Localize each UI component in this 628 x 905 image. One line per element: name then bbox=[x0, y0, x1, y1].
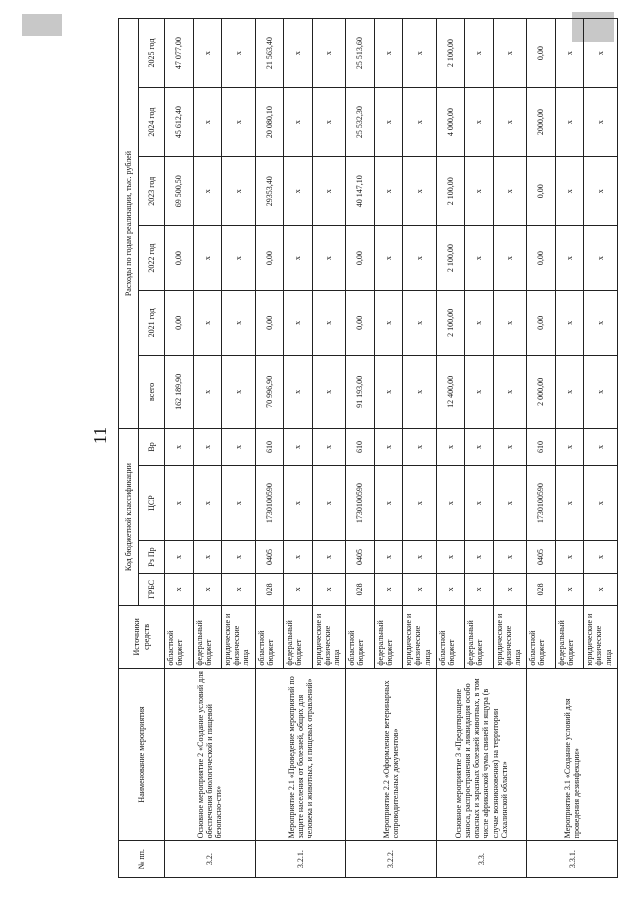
cell-2023: х bbox=[403, 157, 437, 226]
cell-csr: х bbox=[555, 465, 584, 541]
cell-rzpr: х bbox=[555, 541, 584, 573]
cell-rzpr: 0405 bbox=[255, 541, 284, 573]
table-row bbox=[436, 19, 465, 878]
cell-2022: х bbox=[312, 226, 346, 291]
cell-2024: х bbox=[284, 88, 313, 157]
cell-2025: 25 513,60 bbox=[346, 19, 375, 88]
cell-2024: 20 080,10 bbox=[255, 88, 284, 157]
cell-2023: х bbox=[374, 157, 403, 226]
cell-rzpr: х bbox=[465, 541, 494, 573]
cell-2022: х bbox=[555, 226, 584, 291]
header-rzpr: Рз Пр bbox=[139, 541, 165, 573]
cell-grbs: х bbox=[465, 573, 494, 605]
cell-2023: х bbox=[312, 157, 346, 226]
cell-rzpr: х bbox=[165, 541, 194, 573]
cell-2024: х bbox=[493, 88, 527, 157]
cell-2021: х bbox=[374, 291, 403, 356]
cell-2024: х bbox=[403, 88, 437, 157]
header-source: Источники средств bbox=[119, 606, 165, 669]
cell-rzpr: х bbox=[436, 541, 465, 573]
header-2022: 2022 год bbox=[139, 226, 165, 291]
table-row bbox=[527, 19, 556, 878]
cell-source: федеральный бюджет bbox=[284, 606, 313, 669]
cell-2025: х bbox=[555, 19, 584, 88]
cell-rzpr: х bbox=[493, 541, 527, 573]
cell-csr: х bbox=[403, 465, 437, 541]
cell-source: юридические и физические лица bbox=[493, 606, 527, 669]
cell-total: х bbox=[193, 355, 222, 428]
header-2024: 2024 год bbox=[139, 88, 165, 157]
cell-2021: 0,00 bbox=[165, 291, 194, 356]
cell-source: федеральный бюджет bbox=[555, 606, 584, 669]
header-code-group: Код бюджетной классификации bbox=[119, 429, 139, 606]
cell-2023: х bbox=[493, 157, 527, 226]
cell-2021: х bbox=[584, 291, 618, 356]
cell-2025: х bbox=[284, 19, 313, 88]
cell-2021: х bbox=[465, 291, 494, 356]
cell-grbs: 028 bbox=[255, 573, 284, 605]
cell-2021: х bbox=[555, 291, 584, 356]
cell-total: х bbox=[493, 355, 527, 428]
cell-grbs: х bbox=[436, 573, 465, 605]
cell-2023: 29353,40 bbox=[255, 157, 284, 226]
cell-2022: х bbox=[374, 226, 403, 291]
cell-2023: х bbox=[584, 157, 618, 226]
cell-source: федеральный бюджет bbox=[193, 606, 222, 669]
cell-total: 70 996,90 bbox=[255, 355, 284, 428]
cell-grbs: 028 bbox=[346, 573, 375, 605]
cell-total: х bbox=[284, 355, 313, 428]
cell-total: 12 400,00 bbox=[436, 355, 465, 428]
header-total: всего bbox=[139, 355, 165, 428]
cell-2024: 2000,00 bbox=[527, 88, 556, 157]
table-body bbox=[165, 19, 618, 878]
cell-grbs: х bbox=[284, 573, 313, 605]
cell-csr: х bbox=[493, 465, 527, 541]
cell-2024: х bbox=[584, 88, 618, 157]
row-num: 3.2.2. bbox=[346, 841, 437, 878]
header-grbs: ГРБС bbox=[139, 573, 165, 605]
row-num: 3.3. bbox=[436, 841, 527, 878]
cell-2021: х bbox=[403, 291, 437, 356]
cell-vr: 610 bbox=[255, 429, 284, 466]
cell-source: юридические и физические лица bbox=[403, 606, 437, 669]
cell-grbs: х bbox=[555, 573, 584, 605]
cell-2024: х bbox=[555, 88, 584, 157]
header-2023: 2023 год bbox=[139, 157, 165, 226]
cell-2021: 0,00 bbox=[527, 291, 556, 356]
cell-2025: х bbox=[374, 19, 403, 88]
cell-rzpr: х bbox=[403, 541, 437, 573]
cell-rzpr: х bbox=[312, 541, 346, 573]
cell-grbs: х bbox=[165, 573, 194, 605]
header-name: Наименование мероприятия bbox=[119, 668, 165, 841]
cell-rzpr: 0405 bbox=[527, 541, 556, 573]
cell-2022: х bbox=[493, 226, 527, 291]
cell-2021: 2 100,00 bbox=[436, 291, 465, 356]
cell-source: областной бюджет bbox=[165, 606, 194, 669]
cell-2022: х bbox=[403, 226, 437, 291]
row-name: Мероприятие 3.1 «Создание условий для проведения дезинфекции» bbox=[527, 668, 618, 841]
cell-2022: 2 100,00 bbox=[436, 226, 465, 291]
rotated-table-wrapper bbox=[118, 18, 618, 878]
header-2021: 2021 год bbox=[139, 291, 165, 356]
cell-csr: х bbox=[284, 465, 313, 541]
cell-csr: 1730100590 bbox=[255, 465, 284, 541]
header-csr: ЦСР bbox=[139, 465, 165, 541]
cell-2021: х bbox=[222, 291, 256, 356]
cell-csr: 1730100590 bbox=[527, 465, 556, 541]
header-num: № пп. bbox=[119, 841, 165, 878]
cell-total: х bbox=[222, 355, 256, 428]
cell-2025: х bbox=[493, 19, 527, 88]
cell-2023: 69 500,50 bbox=[165, 157, 194, 226]
row-name: Мероприятие 2.1 «Проведение мероприятий по защите населения от болезней, общих для человека и животных, и пищевых отравлений» bbox=[255, 668, 346, 841]
page-number: 11 bbox=[90, 426, 111, 445]
cell-2022: х bbox=[584, 226, 618, 291]
cell-2022: х bbox=[465, 226, 494, 291]
cell-rzpr: х bbox=[284, 541, 313, 573]
cell-vr: х bbox=[284, 429, 313, 466]
cell-2022: х bbox=[193, 226, 222, 291]
cell-rzpr: х bbox=[584, 541, 618, 573]
cell-2024: х bbox=[193, 88, 222, 157]
cell-2022: х bbox=[284, 226, 313, 291]
cell-2023: 2 100,00 bbox=[436, 157, 465, 226]
cell-2023: х bbox=[555, 157, 584, 226]
cell-total: х bbox=[403, 355, 437, 428]
cell-vr: х bbox=[555, 429, 584, 466]
cell-vr: х bbox=[436, 429, 465, 466]
cell-grbs: х bbox=[312, 573, 346, 605]
cell-grbs: х bbox=[584, 573, 618, 605]
cell-2024: 25 532,30 bbox=[346, 88, 375, 157]
cell-2023: х bbox=[193, 157, 222, 226]
cell-2025: х bbox=[193, 19, 222, 88]
cell-total: 2 000,00 bbox=[527, 355, 556, 428]
cell-csr: х bbox=[312, 465, 346, 541]
cell-total: х bbox=[555, 355, 584, 428]
cell-2023: 40 147,10 bbox=[346, 157, 375, 226]
cell-total: 91 193,00 bbox=[346, 355, 375, 428]
cell-source: областной бюджет bbox=[346, 606, 375, 669]
cell-source: областной бюджет bbox=[436, 606, 465, 669]
cell-2025: 21 563,40 bbox=[255, 19, 284, 88]
cell-csr: х bbox=[222, 465, 256, 541]
cell-2022: 0,00 bbox=[346, 226, 375, 291]
table-row bbox=[165, 19, 194, 878]
cell-vr: 610 bbox=[527, 429, 556, 466]
cell-rzpr: 0405 bbox=[346, 541, 375, 573]
cell-source: федеральный бюджет bbox=[465, 606, 494, 669]
cell-source: юридические и физические лица bbox=[584, 606, 618, 669]
row-name: Основное мероприятие 3 «Предотвращение заноса, распространения и ликвидация особо опасных и заразных болезней животных, в том числе африканской чумы свиней и ящура (в случае возникновения) на территории Сахалинской области» bbox=[436, 668, 527, 841]
cell-vr: х bbox=[493, 429, 527, 466]
cell-grbs: х bbox=[193, 573, 222, 605]
cell-grbs: 028 bbox=[527, 573, 556, 605]
cell-total: х bbox=[465, 355, 494, 428]
cell-vr: 610 bbox=[346, 429, 375, 466]
table-row bbox=[255, 19, 284, 878]
cell-vr: х bbox=[403, 429, 437, 466]
header-2025: 2025 год bbox=[139, 19, 165, 88]
cell-2025: 0,00 bbox=[527, 19, 556, 88]
cell-csr: х bbox=[465, 465, 494, 541]
cell-vr: х bbox=[465, 429, 494, 466]
cell-csr: х bbox=[436, 465, 465, 541]
cell-csr: х bbox=[165, 465, 194, 541]
cell-total: х bbox=[374, 355, 403, 428]
cell-2024: 45 612,40 bbox=[165, 88, 194, 157]
cell-total: 162 189,90 bbox=[165, 355, 194, 428]
cell-csr: х bbox=[193, 465, 222, 541]
cell-2021: 0,00 bbox=[346, 291, 375, 356]
row-name: Основное мероприятие 2 «Создание условий для обеспечения биологической и пищевой безопасно-сти» bbox=[165, 668, 256, 841]
cell-csr: х bbox=[584, 465, 618, 541]
cell-vr: х bbox=[222, 429, 256, 466]
cell-2022: х bbox=[222, 226, 256, 291]
cell-2025: х bbox=[403, 19, 437, 88]
cell-source: областной бюджет bbox=[527, 606, 556, 669]
cell-rzpr: х bbox=[193, 541, 222, 573]
cell-2025: 47 077,00 bbox=[165, 19, 194, 88]
cell-rzpr: х bbox=[222, 541, 256, 573]
cell-2022: 0,00 bbox=[255, 226, 284, 291]
cell-vr: х bbox=[165, 429, 194, 466]
cell-grbs: х bbox=[222, 573, 256, 605]
cell-2025: х bbox=[465, 19, 494, 88]
cell-2025: х bbox=[312, 19, 346, 88]
row-name: Мероприятие 2.2 «Оформление ветеринарных сопроводительных документов» bbox=[346, 668, 437, 841]
cell-2024: х bbox=[222, 88, 256, 157]
cell-vr: х bbox=[193, 429, 222, 466]
cell-2021: х bbox=[284, 291, 313, 356]
cell-total: х bbox=[584, 355, 618, 428]
cell-csr: 1730100590 bbox=[346, 465, 375, 541]
cell-2023: х bbox=[465, 157, 494, 226]
cell-grbs: х bbox=[374, 573, 403, 605]
cell-2024: х bbox=[374, 88, 403, 157]
cell-2024: х bbox=[465, 88, 494, 157]
cell-2023: х bbox=[222, 157, 256, 226]
cell-source: юридические и физические лица bbox=[222, 606, 256, 669]
header-costs-group: Расходы по годам реализации, тыс. рублей bbox=[119, 19, 139, 429]
cell-source: областной бюджет bbox=[255, 606, 284, 669]
cell-2024: 4 000,00 bbox=[436, 88, 465, 157]
cell-vr: х bbox=[312, 429, 346, 466]
cell-2021: х bbox=[193, 291, 222, 356]
cell-source: федеральный бюджет bbox=[374, 606, 403, 669]
budget-table bbox=[118, 18, 618, 878]
cell-2023: х bbox=[284, 157, 313, 226]
cell-source: юридические и физические лица bbox=[312, 606, 346, 669]
cell-total: х bbox=[312, 355, 346, 428]
cell-grbs: х bbox=[403, 573, 437, 605]
row-num: 3.2.1. bbox=[255, 841, 346, 878]
header-vr: Вр bbox=[139, 429, 165, 466]
cell-2022: 0,00 bbox=[165, 226, 194, 291]
cell-vr: х bbox=[584, 429, 618, 466]
table-row bbox=[346, 19, 375, 878]
cell-2025: х bbox=[584, 19, 618, 88]
cell-2023: 0,00 bbox=[527, 157, 556, 226]
cell-rzpr: х bbox=[374, 541, 403, 573]
scan-speck bbox=[22, 14, 62, 36]
row-num: 3.2. bbox=[165, 841, 256, 878]
cell-2021: 0,00 bbox=[255, 291, 284, 356]
cell-2021: х bbox=[312, 291, 346, 356]
cell-2025: х bbox=[222, 19, 256, 88]
cell-csr: х bbox=[374, 465, 403, 541]
cell-2022: 0,00 bbox=[527, 226, 556, 291]
cell-2025: 2 100,00 bbox=[436, 19, 465, 88]
cell-vr: х bbox=[374, 429, 403, 466]
cell-2021: х bbox=[493, 291, 527, 356]
cell-grbs: х bbox=[493, 573, 527, 605]
cell-2024: х bbox=[312, 88, 346, 157]
row-num: 3.3.1. bbox=[527, 841, 618, 878]
